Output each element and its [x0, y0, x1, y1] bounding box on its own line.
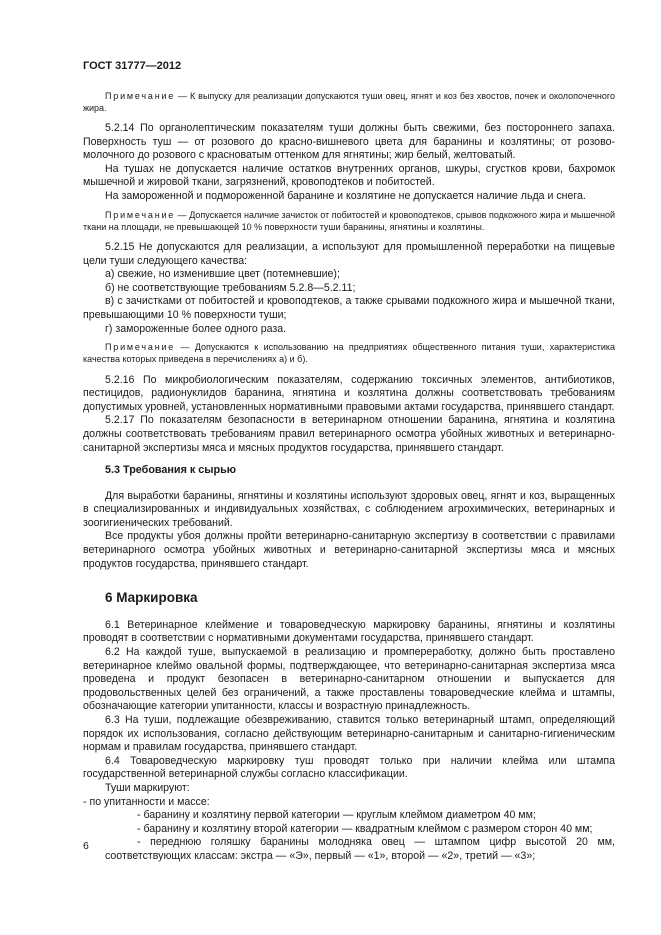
list-item: г) замороженные более одного раза.: [105, 322, 287, 335]
note-label: Примечание: [105, 90, 176, 101]
clause-5-2-15: 5.2.15 Не допускаются для реализации, а используют для промышленной переработки на пищевые цели туши следующего качества:: [83, 240, 615, 267]
list-5-2-15: [83, 268, 615, 336]
paragraph-frozen: На замороженной и подмороженной баранине и козлятине не допускается наличие льда и снега.: [105, 189, 586, 202]
paragraph-by-fatness: - по упитанности и массе:: [83, 795, 210, 808]
paragraph-not-allowed: На тушах не допускается наличие остатков внутренних органов, шкуры, сгустков крови, бахромок мышечной и жировой ткани, загрязнений, кровоподтеков и побитостей.: [83, 162, 615, 189]
note-label: Примечание: [105, 342, 176, 353]
note-text: — Допускается наличие зачисток от побитостей и кровоподтеков, срывов подкожного жира и мышечной ткани на площади, не превышающей 10 % поверхности туши баранины, ягнятины и козлятины.: [83, 209, 615, 232]
page-number: 6: [83, 840, 89, 852]
paragraph-raw-materials-2: Все продукты убоя должны пройти ветеринарно-санитарную экспертизу в соответствии с правилами ветеринарного осмотра убойных животных и ветеринарно-санитарной экспертизы мяса и мясных продуктов государства, принявшего стандарт.: [83, 530, 615, 570]
dash-item: - баранину и козлятину первой категории — круглым клеймом диаметром 40 мм;: [137, 809, 536, 822]
paragraph-marked: Туши маркируют:: [105, 781, 190, 794]
clause-5-2-17: 5.2.17 По показателям безопасности в ветеринарном отношении баранина, ягнятина и козлятина должны соответствовать требованиям правил ветеринарного осмотра убойных животных и ветеринарно-санитарной экспертизы мяса и мясных продуктов государства, принявшего стандарт.: [83, 414, 615, 454]
clause-6-2: 6.2 На каждой туше, выпускаемой в реализацию и промпереработку, должно быть проставлено ветеринарное клеймо овальной формы, подтверждающее, что ветеринарно-санитарная экспертиза мяса проведена и продукт безопасен в ветеринарно-санитарном отношении и выпускается для продовольственных целей без ограничений, а также проставлены товароведческие клейма и штампы, обозначающие категории упитанности, классы и возрастную принадлежность.: [83, 646, 615, 713]
clause-6-1: 6.1 Ветеринарное клеймение и товароведческую маркировку баранины, ягнятины и козлятины проводят в соответствии с нормативными документами государства, принявшего стандарт.: [83, 618, 615, 645]
clause-6-4: 6.4 Товароведческую маркировку туш проводят только при наличии клейма или штампа государственной ветеринарной службы согласно классификации.: [83, 754, 615, 781]
dash-item: - баранину и козлятину второй категории — квадратным клеймом с размером сторон 40 мм;: [137, 822, 593, 835]
note-text: — Допускаются к использованию на предприятиях общественного питания туши, характеристика качества которых приведена в перечислениях а) и б).: [83, 342, 615, 365]
note-label: Примечание: [105, 209, 176, 220]
section-heading-6: 6 Маркировка: [105, 590, 198, 606]
note-text: — К выпуску для реализации допускаются туши овец, ягнят и коз без хвостов, почек и околопочечного жира.: [83, 90, 615, 113]
clause-5-2-16: 5.2.16 По микробиологическим показателям, содержанию токсичных элементов, антибиотиков, пестицидов, радионуклидов баранина, ягнятина и козлятина должны соответствовать требованиям допустимых уровней, установленных нормативными правовыми актами государства, принявшего стандарт.: [83, 373, 615, 413]
list-item: в) с зачистками от побитостей и кровоподтеков, а также срывами подкожного жира и мышечной ткани, превышающими 10 % поверхности туши;: [83, 295, 615, 321]
section-heading-5-3: 5.3 Требования к сырью: [105, 464, 236, 477]
note-3: [83, 341, 615, 365]
note-2: [83, 209, 615, 233]
list-item: а) свежие, но изменившие цвет (потемневшие);: [105, 268, 340, 281]
list-item: б) не соответствующие требованиям 5.2.8—5.2.11;: [105, 281, 356, 294]
clause-6-3: 6.3 На туши, подлежащие обезвреживанию, ставится только ветеринарный штамп, определяющий порядок их использования, согласно действующим ветеринарно-санитарным и санитарно-гигиеническим нормам и правилам государства, принявшего стандарт.: [83, 714, 615, 754]
document-header: ГОСТ 31777—2012: [83, 60, 182, 72]
note-1: [83, 90, 615, 114]
paragraph-raw-materials-1: Для выработки баранины, ягнятины и козлятины используют здоровых овец, ягнят и коз, выращенных в специализированных и индивидуальных хозяйствах, с соблюдением агрохимических, ветеринарных и зоогигиенических требований.: [83, 489, 615, 529]
clause-5-2-14: 5.2.14 По органолептическим показателям туши должны быть свежими, без постороннего запаха. Поверхность туш — от розового до красно-вишневого цвета для баранины и козлятины; от розово-молочного до розового с красноватым оттенком для ягнятины; жир белый, желтоватый.: [83, 122, 615, 162]
dash-item: - переднюю голяшку баранины молодняка овец — штампом цифр высотой 20 мм, соответствующих классам: экстра — «Э», первый — «1», второй — «2», третий — «3»;: [105, 836, 615, 862]
